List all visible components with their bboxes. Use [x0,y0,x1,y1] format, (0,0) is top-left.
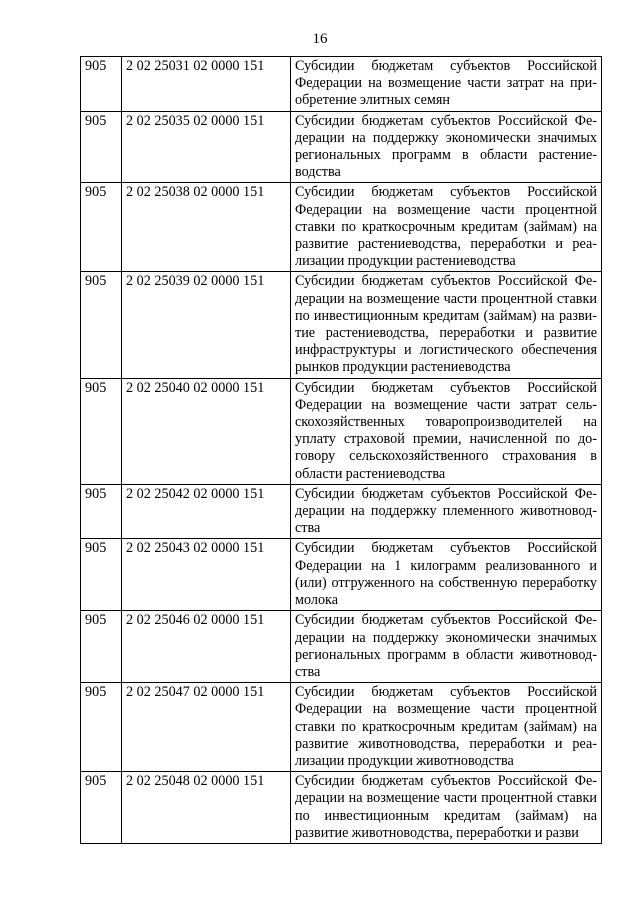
table-row [81,611,602,683]
revenue-name-cell: Субсидии бюджетам субъектов Российской Федерации на возмещение части процентной ставки по инвестиционным кредитам (займам) на развитие растениеводства, переработки и развитие инфраструктуры и логистического обеспечения рынков продукции растениеводства [291,272,602,378]
table-row [81,772,602,844]
kbk-code-cell: 2 02 25046 02 0000 151 [122,611,291,683]
revenue-name-cell: Субсидии бюджетам субъектов Российской Федерации на поддержку племенного животноводства [291,484,602,539]
admin-code-cell: 905 [81,539,122,611]
revenue-name-cell: Субсидии бюджетам субъектов Российской Федерации на возмещение части затрат на приобретение элитных семян [291,57,602,112]
admin-code-cell: 905 [81,183,122,272]
kbk-code-cell: 2 02 25047 02 0000 151 [122,683,291,772]
admin-code-cell: 905 [81,272,122,378]
kbk-code-cell: 2 02 25048 02 0000 151 [122,772,291,844]
admin-code-cell: 905 [81,772,122,844]
admin-code-cell: 905 [81,57,122,112]
table-row [81,111,602,183]
kbk-code-cell: 2 02 25035 02 0000 151 [122,111,291,183]
admin-code-cell: 905 [81,111,122,183]
admin-code-cell: 905 [81,611,122,683]
budget-classification-table [80,56,602,844]
table-row [81,484,602,539]
revenue-name-cell: Субсидии бюджетам субъектов Российской Федерации на поддержку экономически значимых региональных программ в области животноводства [291,611,602,683]
table-row [81,378,602,484]
admin-code-cell: 905 [81,378,122,484]
kbk-code-cell: 2 02 25039 02 0000 151 [122,272,291,378]
revenue-name-cell: Субсидии бюджетам субъектов Российской Федерации на возмещение части процентной ставки по инвестиционным кредитам (займам) на развитие животноводства, переработки и разви [291,772,602,844]
kbk-code-cell: 2 02 25042 02 0000 151 [122,484,291,539]
admin-code-cell: 905 [81,484,122,539]
revenue-name-cell: Субсидии бюджетам субъектов Российской Федерации на возмещение части затрат сельскохозяйственных товаропроизводителей на уплату страховой премии, начисленной по договору сельскохозяйственного страхования в области растениеводства [291,378,602,484]
revenue-name-cell: Субсидии бюджетам субъектов Российской Федерации на поддержку экономически значимых региональных программ в области растениеводства [291,111,602,183]
table-row [81,183,602,272]
table-row [81,683,602,772]
page-number: 16 [312,31,328,47]
revenue-name-cell: Субсидии бюджетам субъектов Российской Федерации на возмещение части процентной ставки по краткосрочным кредитам (займам) на развитие растениеводства, переработки и реализации продукции растениеводства [291,183,602,272]
revenue-name-cell: Субсидии бюджетам субъектов Российской Федерации на 1 килограмм реализованного и (или) отгруженного на собственную переработку молока [291,539,602,611]
table-row [81,57,602,112]
table-row [81,539,602,611]
kbk-code-cell: 2 02 25038 02 0000 151 [122,183,291,272]
admin-code-cell: 905 [81,683,122,772]
kbk-code-cell: 2 02 25043 02 0000 151 [122,539,291,611]
kbk-code-cell: 2 02 25040 02 0000 151 [122,378,291,484]
table-row [81,272,602,378]
kbk-code-cell: 2 02 25031 02 0000 151 [122,57,291,112]
revenue-name-cell: Субсидии бюджетам субъектов Российской Федерации на возмещение части процентной ставки по краткосрочным кредитам (займам) на развитие животноводства, переработки и реализации продукции животноводства [291,683,602,772]
